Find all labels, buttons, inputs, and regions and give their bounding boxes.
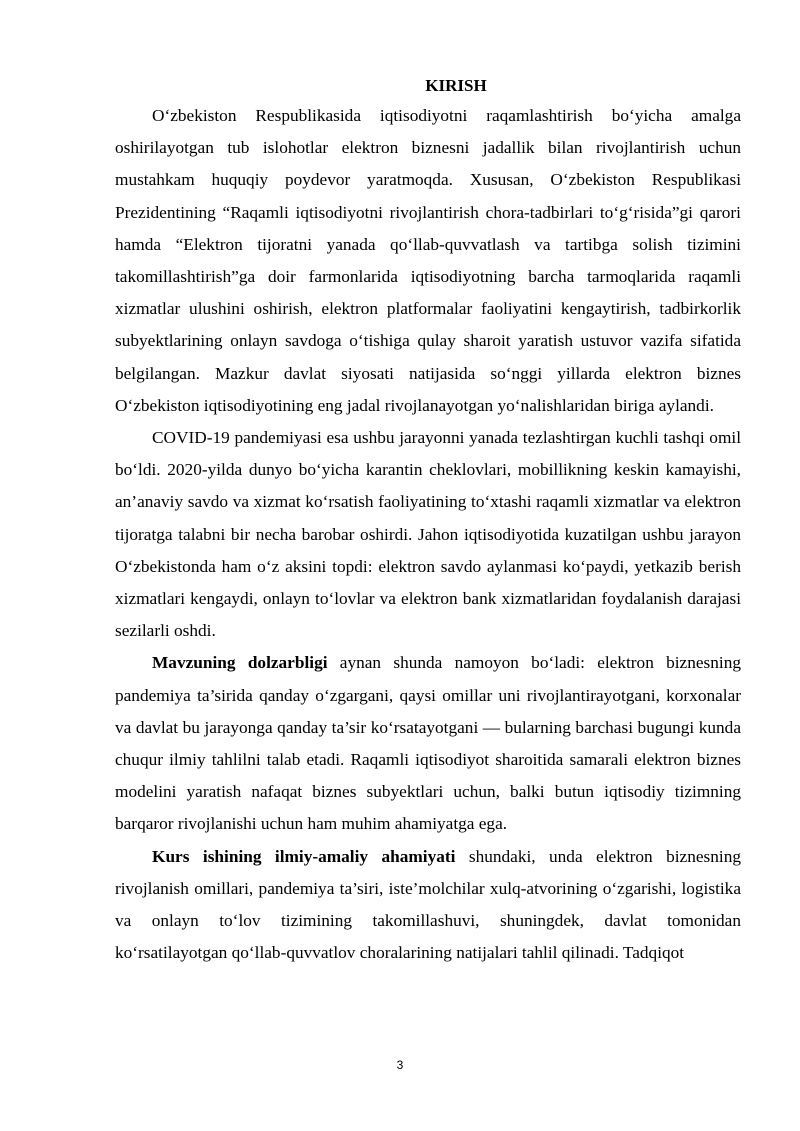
paragraph-significance <box>115 841 741 970</box>
paragraph-lead: Kurs ishining ilmiy-amaliy ahamiyati <box>152 846 456 866</box>
paragraph-intro <box>115 100 741 422</box>
page-number: 3 <box>396 1058 404 1072</box>
paragraph-lead: Mavzuning dolzarbligi <box>152 653 328 673</box>
page-body <box>115 72 741 969</box>
page-title: KIRISH <box>425 76 487 95</box>
paragraph-text: O‘zbekiston Respublikasida iqtisodiyotni raqamlashtirish bo‘yicha amalga oshirilayotgan tub islohotlar elektron biznesni jadallik bilan rivojlantirish uchun mustahkam huquqiy poydevor yaratmoqda. Xususan, O‘zbekiston Respublikasi Prezidentining “Raqamli iqtisodiyotni rivojlantirish chora-tadbirlari to‘g‘risida”gi qarori hamda “Elektron tijoratni yanada qo‘llab-quvvatlash va tartibga solish tizimini takomillashtirish”ga doir farmonlarida iqtisodiyotning barcha tarmoqlarida raqamli xizmatlar ulushini oshirish, elektron platformalar faoliyatini kengaytirish, tadbirkorlik subyektlarining onlayn savdoga o‘tishiga qulay sharoit yaratish ustuvor vazifa sifatida belgilangan. Mazkur davlat siyosati natijasida so‘nggi yillarda elektron biznes O‘zbekiston iqtisodiyotining eng jadal rivojlanayotgan yo‘nalishlaridan biriga aylandi. <box>115 106 741 415</box>
paragraph-relevance <box>115 647 741 840</box>
paragraph-text: COVID-19 pandemiyasi esa ushbu jarayonni yanada tezlashtirgan kuchli tashqi omil bo‘ldi. 2020-yilda dunyo bo‘yicha karantin cheklovlari, mobillikning keskin kamayishi, an’anaviy savdo va xizmat ko‘rsatish faoliyatining to‘xtashi raqamli xizmatlar va elektron tijoratga talabni bir necha barobar oshirdi. Jahon iqtisodiyotida kuzatilgan ushbu jarayon O‘zbekistonda ham o‘z aksini topdi: elektron savdo aylanmasi ko‘paydi, yetkazib berish xizmatlari kengaydi, onlayn to‘lovlar va elektron bank xizmatlaridan foydalanish darajasi sezilarli oshdi. <box>115 428 741 641</box>
paragraph-text: shundaki, unda elektron biznesning rivojlanish omillari, pandemiya ta’siri, iste’molchilar xulq-atvorining o‘zgarishi, logistika va onlayn to‘lov tizimining takomillashuvi, shuningdek, davlat tomonidan ko‘rsatilayotgan qo‘llab-quvvatlov choralarining natijalari tahlil qilinadi. Tadqiqot <box>115 846 741 963</box>
paragraph-covid <box>115 422 741 647</box>
paragraph-text: aynan shunda namoyon bo‘ladi: elektron biznesning pandemiya ta’sirida qanday o‘zgargani, qaysi omillar uni rivojlantirayotgani, korxonalar va davlat bu jarayonga qanday ta’sir ko‘rsatayotgani — bularning barchasi bugungi kunda chuqur ilmiy tahlilni talab etadi. Raqamli iqtisodiyot sharoitida samarali elektron biznes modelini yaratish nafaqat biznes subyektlari uchun, balki butun iqtisodiy tizimning barqaror rivojlanishi uchun ham muhim ahamiyatga ega. <box>115 653 741 834</box>
